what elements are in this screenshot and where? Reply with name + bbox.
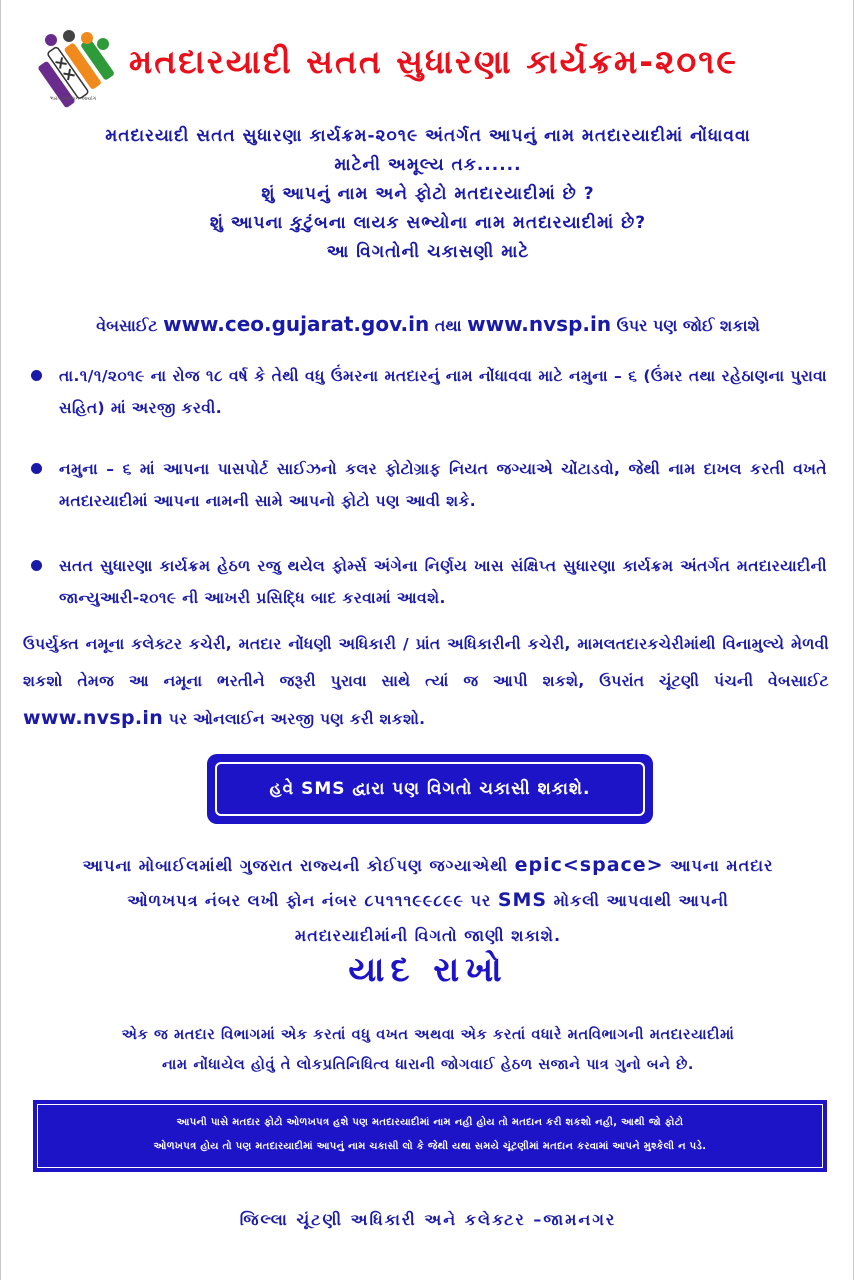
- footer-signature: જિલ્લા ચૂંટણી અધિકારી અને કલેક્ટર –જામનગર: [239, 1210, 617, 1229]
- website-suffix: ઉપર પણ જોઈ શકાશે: [611, 316, 760, 335]
- website-url-nvsp: www.nvsp.in: [467, 312, 612, 336]
- intro-line: આ વિગતોની ચકાસણી માટે: [326, 242, 530, 262]
- website-url-ceo: www.ceo.gujarat.gov.in: [163, 312, 430, 336]
- sms-instructions: [1, 848, 854, 953]
- intro-line: મતદારયાદી સતત સુધારણા કાર્યક્રમ-૨૦૧૯ અંતર્ગત આપનું નામ મતદારયાદીમાં નોંધાવવા: [105, 126, 751, 146]
- warning-text: [1, 1020, 854, 1080]
- sms-line: [1, 848, 854, 883]
- warning-line: નામ નોંધાયેલ હોવું તે લોકપ્રતિનિધિત્વ ધારાની જોગવાઈ હેઠળ સજાને પાત્ર ગુનો બને છે.: [161, 1057, 695, 1073]
- paragraph-text-end: પર ઓનલાઈન અરજી પણ કરી શકશો.: [163, 710, 426, 728]
- bullet-dot-icon: [31, 560, 42, 571]
- paragraph-url: www.nvsp.in: [23, 707, 164, 729]
- intro-question: શું આપના કુટુંબના લાયક સભ્યોના નામ મતદારયાદીમાં છે?: [209, 213, 647, 233]
- sms-banner-label: હવે SMS દ્વારા પણ વિગતો ચકાસી શકાશે.: [215, 762, 645, 816]
- sms-text: આપના મોબાઈલમાંથી ગુજરાત રાજ્યની કોઈપણ જગ્યાએથી: [82, 856, 515, 875]
- sms-text: મોકલી આપવાથી આપની: [547, 891, 729, 910]
- website-line: [1, 312, 854, 336]
- note-text: [37, 1104, 823, 1168]
- note-box: [33, 1100, 827, 1172]
- sms-text: આપના મતદાર: [663, 856, 774, 875]
- note-line: ઓળખપત્ર હોય તો પણ મતદારયાદીમાં આપનું નામ ચકાસી લો કે જેથી યથા સમયે ચૂંટણીમાં મતદાન કરવામાં આપને મુશ્કેલી ન પડે.: [153, 1141, 707, 1152]
- logo-caption: ભારત નિર્વાચન આયોગ: [49, 96, 97, 102]
- bullet-text: તા.૧/૧/૨૦૧૯ ના રોજ ૧૮ વર્ષ કે તેથી વધુ ઉંમરના મતદારનું નામ નોંધાવવા માટે નમુના – ૬ (ઉંમર તથા રહેઠાણના પુરાવા સહિત) માં અરજી કરવી.: [59, 367, 827, 417]
- bullet-dot-icon: [31, 370, 42, 381]
- warning-line: એક જ મતદાર વિભાગમાં એક કરતાં વધુ વખત અથવા એક કરતાં વધારે મતવિભાગની મતદારયાદીમાં: [121, 1027, 735, 1043]
- website-prefix: વેબસાઈટ: [96, 316, 164, 335]
- sms-line: મતદારયાદીમાંની વિગતો જાણી શકાશે.: [294, 926, 562, 945]
- header: [21, 24, 835, 116]
- intro-line: માટેની અમૂલ્ય તક......: [334, 155, 522, 175]
- remember-heading: યાદ રાખો: [348, 950, 508, 990]
- forms-paragraph: [23, 626, 829, 738]
- intro-block: [1, 122, 854, 267]
- bullet-dot-icon: [31, 463, 42, 474]
- website-joiner: તથા: [429, 316, 468, 335]
- intro-question: શું આપનું નામ અને ફોટો મતદારયાદીમાં છે ?: [261, 184, 595, 204]
- bullet-text: સતત સુધારણા કાર્યક્રમ હેઠળ રજુ થયેલ ફોર્મ્સ અંગેના નિર્ણય ખાસ સંક્ષિપ્ત સુધારણા કાર્યક્રમ અંતર્ગત મતદારયાદીની જાન્યુઆરી-૨૦૧૯ ની આખરી પ્રસિદ્ધિ બાદ કરવામાં આવશે.: [59, 557, 827, 607]
- sms-text: ઓળખપત્ર નંબર લખી ફોન નંબર ૮૫૧૧૧૯૯૮૯૯ પર: [127, 891, 498, 910]
- paragraph-text: ઉપર્યુક્ત નમૂના કલેક્ટર કચેરી, મતદાર નોંધણી અધિકારી / પ્રાંત અધિકારીની કચેરી, મામલતદારકચેરીમાંથી વિનામુલ્યે મેળવી શકશો તેમજ આ નમૂના ભરતીને જરૂરી પુરાવા સાથે ત્યાં જ આપી શકશે, ઉપરાંત ચૂંટણી પંચની વેબસાઈટ: [23, 635, 829, 690]
- bullet-text: નમુના – ૬ માં આપના પાસપોર્ટ સાઈઝનો કલર ફોટોગ્રાફ નિયત જગ્યાએ ચોંટાડવો, જેથી નામ દાખલ કરતી વખતે મતદારયાદીમાં આપના નામની સામે આપનો ફોટો પણ આવી શકે.: [59, 460, 827, 510]
- sms-banner: [207, 754, 653, 824]
- page-title: મતદારયાદી સતત સુધારણા કાર્યક્રમ-૨૦૧૯: [129, 42, 738, 81]
- sms-code: epic<space>: [514, 854, 664, 876]
- sms-keyword: SMS: [497, 889, 548, 911]
- note-line: આપની પાસે મતદાર ફોટો ઓળખપત્ર હશે પણ મતદારયાદીમાં નામ નહી હોય તો મતદાન કરી શકશો નહી, આથી જો ફોટો: [176, 1117, 684, 1128]
- sms-line: [1, 883, 854, 918]
